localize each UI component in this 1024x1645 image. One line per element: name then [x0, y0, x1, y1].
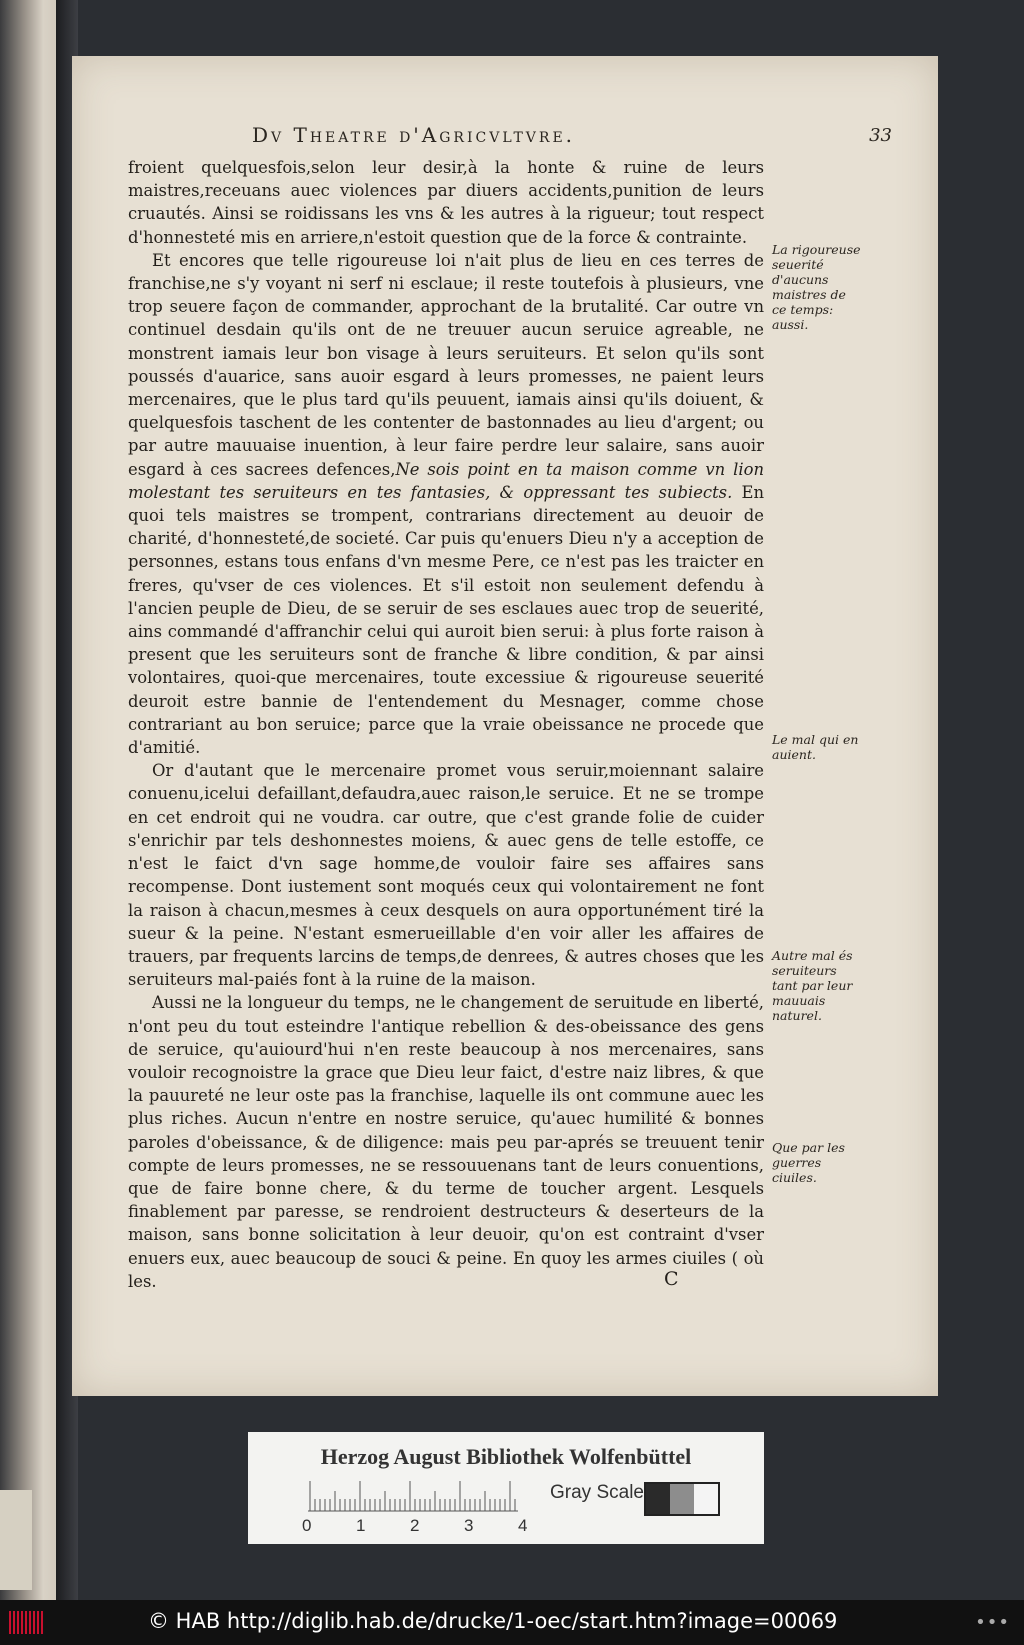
paragraph [128, 759, 764, 991]
more-options-icon[interactable]: ••• [975, 1612, 1010, 1633]
running-title: Dv Theatre d'Agricvltvre. [252, 123, 576, 147]
source-link[interactable]: © HAB http://diglib.hab.de/drucke/1-oec/start.htm?image=00069 [148, 1609, 838, 1633]
swatch-cell [646, 1484, 670, 1514]
book-page [72, 56, 938, 1396]
text-segment: Aussi ne la longueur du temps, ne le changement de seruitude en liberté, n'ont peu du tout esteindre l'antique rebellion & des-obeissance des gens de seruice, qu'auiourd'hui n'en reste beaucoup à nos mercenaires, sans vouloir recognoistre la grace que Dieu leur faict, d'estre naiz libres, & que la pauureté ne leur oste pas la franchise, laquelle ils ont commune auec les plus riches. Aucun n'entre en nostre seruice, qu'auec humilité & bonnes paroles d'obeissance, & de diligence: mais peu par-aprés se treuuent tenir compte de leurs promesses, ne se ressouuenans tant de leurs conuentions, que de faire bonne chere, & du terme de toucher argent. Lesquels finablement par paresse, se rendroient destructeurs & deserteurs de la maison, sans bonne solicitation à leur deuoir, qu'on est contraint d'vser enuers eux, auec beaucoup de souci & peine. En quoy les armes ciuiles ( où les. [128, 993, 764, 1291]
swatch-cell [670, 1484, 694, 1514]
spine-label [0, 1490, 32, 1590]
footer-bar [0, 1600, 1024, 1645]
scale-number: 3 [464, 1516, 474, 1535]
gray-scale-label: Gray Scale [550, 1482, 644, 1503]
ruler-scale [308, 1480, 518, 1512]
marginal-note-2: Le mal qui en auient. [772, 732, 859, 762]
text-segment: froient quelquesfois,selon leur desir,à la honte & ruine de leurs maistres,receuans auec violences par diuers accidents,punition de leurs cruautés. Ainsi se roidissans les vns & les autres à la rigueur; tout respect d'honnesteté mis en arriere,n'estoit question que de la force & contrainte. [128, 158, 764, 247]
paragraph [128, 156, 764, 249]
marginal-note-4: Que par les guerres ciuiles. [772, 1140, 845, 1185]
page-header [252, 120, 892, 150]
scale-number: 2 [410, 1516, 420, 1535]
text-segment: En quoi tels maistres se trompent, contrarians directement au deuoir de charité, d'honnesteté,de societé. Car puis qu'enuers Dieu n'y a acception de personnes, estans tous enfans d'vn mesme Pere, ce n'est pas les traicter en freres, qu'vser de ces violences. Et s'il estoit non seulement defendu à l'ancien peuple de Dieu, de se seruir de ses esclaues auec trop de seuerité, ains commandé d'affranchir celui qui auroit bien serui: à plus forte raison à present que les seruiteurs sont de franche & libre condition, & par ainsi volontaires, quoi-que mercenaires, toute excessiue & rigoureuse seuerité deuroit estre bannie de l'entendement du Mesnager, comme chose contrariant au bon seruice; parce que la vraie obeissance ne procede que d'amitié. [128, 482, 764, 758]
scale-number: 1 [356, 1516, 366, 1535]
text-segment: Et encores que telle rigoureuse loi n'ait plus de lieu en ces terres de franchise,ne s'y voyant ni serf ni esclaue; il reste toutefois à plusieurs, vne trop seuere façon de commander, approchant de la brutalité. Car outre vn continuel desdain qu'ils ont de ne treuuer aucun seruice agreable, ne monstrent iamais leur bon visage à leurs seruiteurs. Et selon qu'ils sont poussés d'auarice, sans auoir esgard à leurs promesses, ne paient leurs mercenaires, que le plus tard qu'ils peuuent, iamais ainsi qu'ils doiuent, & quelquesfois taschent de les contenter de bastonnades au lieu d'argent; ou par autre mauuaise inuention, à leur faire perdre leur salaire, sans auoir esgard à ces sacrees defences, [128, 250, 764, 479]
scale-number: 4 [518, 1516, 528, 1535]
paragraph [128, 991, 764, 1293]
institution-name: Herzog August Bibliothek Wolfenbüttel [320, 1444, 692, 1469]
signature-mark: C [664, 1268, 679, 1290]
marginal-note-3: Autre mal és seruiteurs tant par leur mauuais naturel. [772, 948, 853, 1023]
body-text [128, 156, 764, 1293]
marginal-note-1: La rigoureuse seuerité d'aucuns maistres de ce temps: aussi. [772, 242, 861, 332]
color-scale-card [248, 1432, 764, 1544]
hab-logo-icon [8, 1608, 48, 1637]
page-number: 33 [869, 124, 892, 146]
swatch-cell [694, 1484, 718, 1514]
scale-number: 0 [302, 1516, 312, 1535]
text-segment: Or d'autant que le mercenaire promet vous seruir,moiennant salaire conuenu,icelui defaillant,defaudra,auec raison,le seruice. Et ne se trompe en cet endroit qui ne voudra. car outre, que c'est grande folie de cuider s'enrichir par tels deshonnestes moiens, & auec gens de telle estoffe, ce n'est le faict d'vn sage homme,de vouloir faire ses affaires sans recompense. Dont iustement sont moqués ceux qui volontairement ne font la raison à chacun,mesmes à ceux desquels on aura opportunément tiré la sueur & la peine. N'estant esmerueillable d'en voir aller les affaires de trauers, par frequents larcins de temps,de denrees, & autres choses que les seruiteurs mal-paiés font à la ruine de la maison. [128, 761, 764, 990]
italic-quotation: Ne sois point en ta maison comme vn lion molestant tes seruiteurs en tes fantasies, & oppressant tes subiects. [128, 459, 764, 502]
gray-scale-swatch [644, 1482, 720, 1516]
paragraph [128, 249, 764, 759]
